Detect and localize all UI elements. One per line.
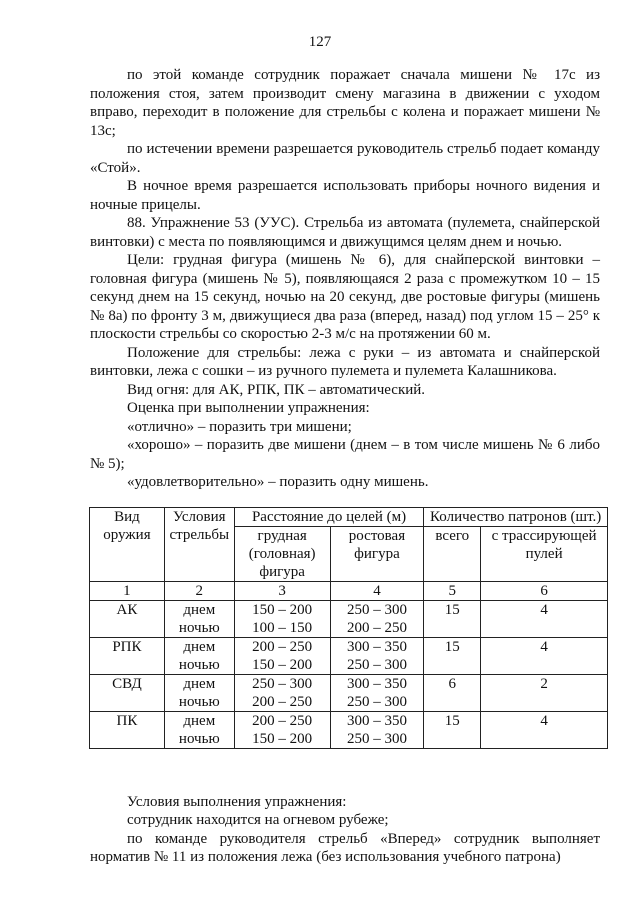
standing-distance-cell: 250 – 300 200 – 250	[330, 600, 424, 637]
table-header-row	[90, 507, 608, 526]
paragraph: по этой команде сотрудник поражает сначала мишени № 17с из положения стоя, затем производит смену магазина в движении с уходом вправо, переходит в положение для стрельбы с колена и поражает мишени № 13с;	[90, 67, 600, 139]
ammo-total-cell: 15	[424, 637, 481, 674]
ammo-tracer-cell: 2	[481, 674, 608, 711]
standing-distance-cell: 300 – 350 250 – 300	[330, 711, 424, 748]
paragraph: по истечении времени разрешается руководитель стрельб подает команду «Стой».	[90, 141, 600, 176]
header-ammo-total: всего	[424, 526, 481, 581]
paragraph: «удовлетворительно» – поразить одну мишень.	[127, 474, 429, 490]
ammo-tracer-cell: 4	[481, 637, 608, 674]
paragraph: «отлично» – поразить три мишени;	[127, 418, 352, 435]
ammo-total-cell: 6	[424, 674, 481, 711]
header-conditions: Условия стрельбы	[164, 507, 234, 581]
header-ammo-tracer: с трассирующей пулей	[481, 526, 608, 581]
table-row	[90, 711, 608, 748]
weapon-cell: РПК	[90, 637, 165, 674]
column-number: 5	[424, 581, 481, 600]
table-row	[90, 600, 608, 637]
standing-distance-cell: 300 – 350 250 – 300	[330, 674, 424, 711]
paragraph: по команде руководителя стрельб «Вперед» сотрудник выполняет норматив № 11 из положения лежа (без использования учебного патрона)	[90, 830, 600, 865]
weapon-cell: СВД	[90, 674, 165, 711]
paragraph: 88. Упражнение 53 (УУС). Стрельба из автомата (пулемета, снайперской винтовки) с места по появляющимся и движущимся целям днем и ночью.	[90, 215, 600, 250]
ammunition-table	[89, 507, 608, 749]
header-distance-chest: грудная (головная) фигура	[234, 526, 330, 581]
weapon-cell: АК	[90, 600, 165, 637]
ammo-tracer-cell: 4	[481, 600, 608, 637]
paragraph: Условия выполнения упражнения:	[127, 793, 347, 810]
ammo-total-cell: 15	[424, 600, 481, 637]
paragraph: сотрудник находится на огневом рубеже;	[127, 812, 389, 828]
paragraph: «хорошо» – поразить две мишени (днем – в том числе мишень № 6 либо № 5);	[90, 437, 600, 472]
ammo-total-cell: 15	[424, 711, 481, 748]
conditions-cell: днем ночью	[164, 674, 234, 711]
page-content	[90, 66, 600, 867]
chest-distance-cell: 250 – 300 200 – 250	[234, 674, 330, 711]
conditions-cell: днем ночью	[164, 600, 234, 637]
chest-distance-cell: 200 – 250 150 – 200	[234, 637, 330, 674]
page-number: 127	[308, 34, 332, 50]
column-number: 4	[330, 581, 424, 600]
column-number: 2	[164, 581, 234, 600]
chest-distance-cell: 200 – 250 150 – 200	[234, 711, 330, 748]
paragraph: Положение для стрельбы: лежа с руки – из автомата и снайперской винтовки, лежа с сошки – из ручного пулемета и пулемета Калашникова.	[90, 344, 600, 379]
paragraph: Цели: грудная фигура (мишень № 6), для снайперской винтовки – головная фигура (мишень № 5), появляющаяся 2 раза с промежутком 10 – 15 секунд днем на 15 секунд, ночью на 20 секунд, две ростовые фигуры (мишень № 8а) по фронту 3 м, движущиеся два раза (вперед, назад) под углом 15 – 25° к плоскости стрельбы со скоростью 2-3 м/с на протяжении 60 м.	[90, 252, 600, 342]
column-number: 1	[90, 581, 165, 600]
standing-distance-cell: 300 – 350 250 – 300	[330, 637, 424, 674]
column-number: 6	[481, 581, 608, 600]
chest-distance-cell: 150 – 200 100 – 150	[234, 600, 330, 637]
table-column-number-row	[90, 581, 608, 600]
conditions-cell: днем ночью	[164, 711, 234, 748]
table-row	[90, 637, 608, 674]
header-distance: Расстояние до целей (м)	[234, 507, 424, 526]
weapon-cell: ПК	[90, 711, 165, 748]
paragraph: Оценка при выполнении упражнения:	[127, 400, 370, 416]
paragraph: В ночное время разрешается использовать приборы ночного видения и ночные прицелы.	[90, 178, 600, 213]
paragraph: Вид огня: для АК, РПК, ПК – автоматический.	[127, 381, 426, 398]
after-table-text	[90, 793, 600, 867]
conditions-cell: днем ночью	[164, 637, 234, 674]
header-ammo: Количество патронов (шт.)	[424, 507, 608, 526]
table-row	[90, 674, 608, 711]
column-number: 3	[234, 581, 330, 600]
header-weapon: Вид оружия	[90, 507, 165, 581]
header-distance-standing: ростовая фигура	[330, 526, 424, 581]
ammo-tracer-cell: 4	[481, 711, 608, 748]
